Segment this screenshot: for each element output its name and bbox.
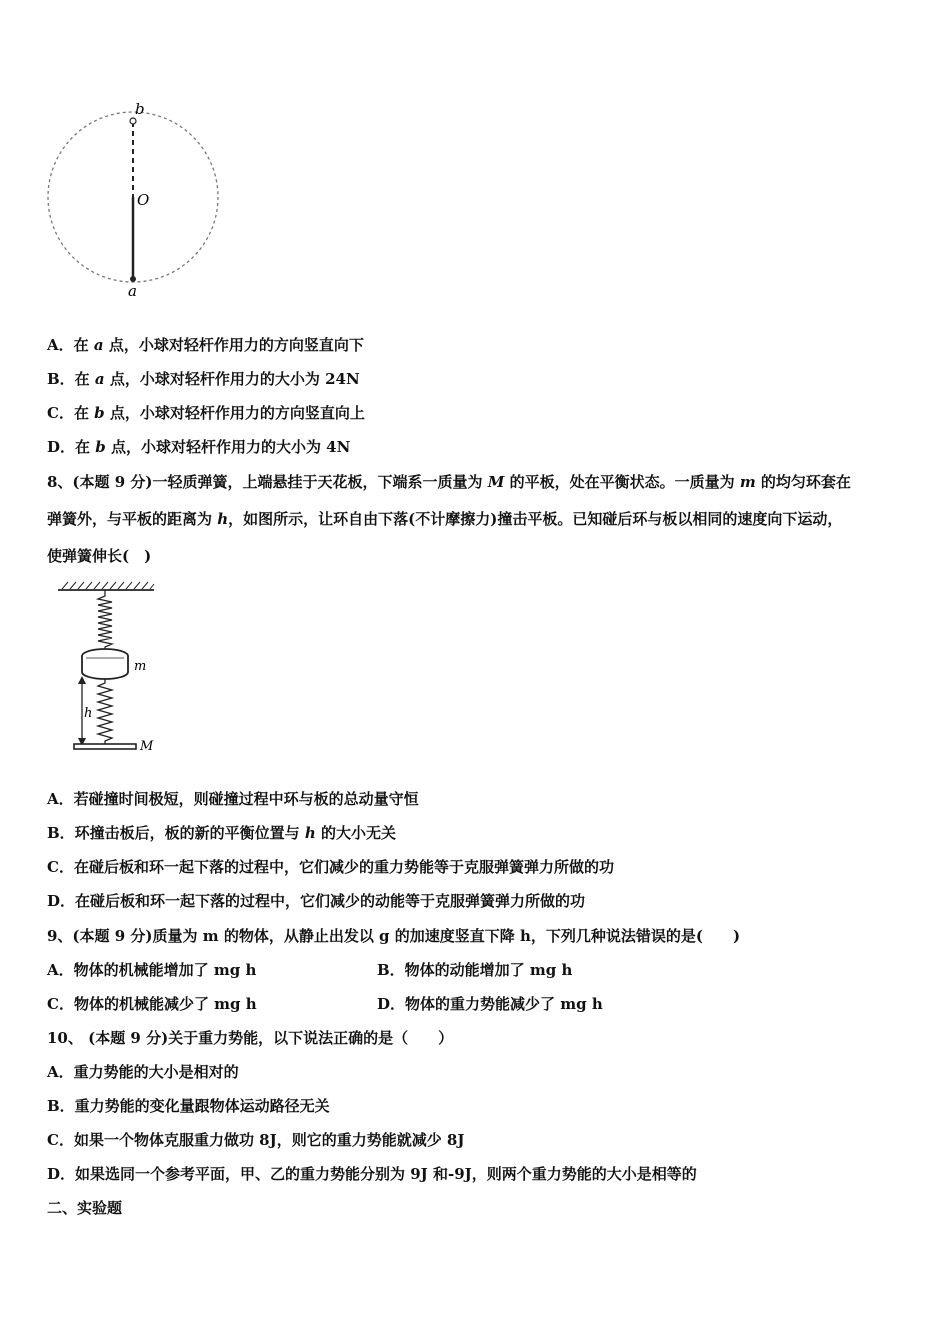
q10-option-b: B．重力势能的变化量跟物体运动路径无关 — [47, 1097, 330, 1115]
ceiling-hatching — [62, 582, 154, 589]
q8-option-d: D．在碰后板和环一起下落的过程中，它们减少的动能等于克服弹簧弹力所做的功 — [47, 892, 586, 910]
q10-option-a: A．重力势能的大小是相对的 — [47, 1063, 239, 1081]
q7-option-d: D．在 b 点，小球对轻杆作用力的大小为 4N — [47, 438, 351, 456]
label-o: O — [137, 191, 150, 209]
label-b: b — [135, 100, 145, 118]
label-h: h — [84, 706, 93, 721]
q9-option-a: A．物体的机械能增加了 mg h — [47, 961, 257, 979]
label-M: M — [140, 739, 154, 754]
q8-option-b: B．环撞击板后，板的新的平衡位置与 h 的大小无关 — [47, 824, 397, 842]
q10-stem: 10、 (本题 9 分)关于重力势能，以下说法正确的是（ ） — [47, 1029, 454, 1047]
label-a: a — [128, 282, 137, 300]
plate — [74, 744, 136, 749]
q8-stem-line2: 弹簧外，与平板的距离为 h，如图所示，让环自由下落(不计摩擦力)撞击平板。已知碰后环与板以相同的速度向下运动， — [47, 510, 843, 528]
q7-option-c: C．在 b 点，小球对轻杆作用力的方向竖直向上 — [47, 404, 365, 422]
q8-option-a: A．若碰撞时间极短，则碰撞过程中环与板的总动量守恒 — [47, 790, 419, 808]
q8-stem-line1: 8、(本题 9 分)一轻质弹簧，上端悬挂于天花板，下端系一质量为 M 的平板，处在平衡状态。一质量为 m 的均匀环套在 — [47, 473, 851, 491]
label-m: m — [134, 659, 147, 674]
spring-ring-figure — [50, 578, 180, 758]
q9-option-d: D．物体的重力势能减少了 mg h — [377, 995, 603, 1013]
q8-option-c: C．在碰后板和环一起下落的过程中，它们减少的重力势能等于克服弹簧弹力所做的功 — [47, 858, 614, 876]
h-arrow-head-top — [78, 676, 86, 684]
q10-option-c: C．如果一个物体克服重力做功 8J，则它的重力势能就减少 8J — [47, 1131, 465, 1149]
q10-option-d: D．如果选同一个参考平面，甲、乙的重力势能分别为 9J 和-9J，则两个重力势能的大小是相等的 — [47, 1165, 697, 1183]
q7-option-b: B．在 a 点，小球对轻杆作用力的大小为 24N — [47, 370, 360, 388]
q7-option-a: A．在 a 点，小球对轻杆作用力的方向竖直向下 — [47, 336, 364, 354]
point-b-marker — [130, 118, 136, 124]
ring-body — [82, 656, 128, 679]
q9-stem: 9、(本题 9 分)质量为 m 的物体，从静止出发以 g 的加速度竖直下降 h，下列几种说法错误的是( ) — [47, 927, 741, 945]
circular-motion-figure — [40, 95, 230, 305]
spring-upper — [98, 590, 112, 652]
q9-option-c: C．物体的机械能减少了 mg h — [47, 995, 257, 1013]
q9-option-b: B．物体的动能增加了 mg h — [377, 961, 573, 979]
spring-lower — [98, 679, 112, 746]
section-title: 二、实验题 — [47, 1199, 123, 1217]
q8-stem-line3: 使弹簧伸长( ) — [47, 547, 152, 565]
